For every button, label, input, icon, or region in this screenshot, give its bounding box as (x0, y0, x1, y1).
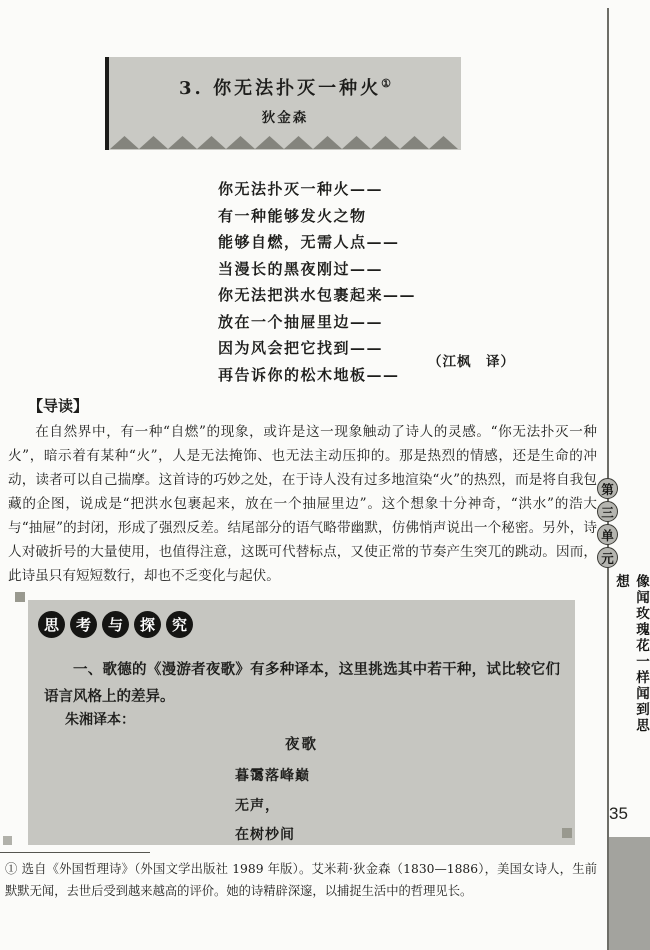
corner-square (3, 836, 12, 845)
page-edge-block (609, 837, 650, 950)
activity-header (38, 611, 193, 638)
activity-header-badge: 究 (166, 611, 193, 638)
page-number: 35 (609, 804, 628, 823)
lesson-title-text: 3. 你无法扑灭一种火 (179, 78, 382, 99)
unit-badge: 元 (597, 547, 618, 568)
sub-poem-line: 无声， (235, 797, 280, 814)
poem-text (218, 176, 416, 388)
sub-poem-line: 在树杪间 (235, 827, 295, 843)
intro-body: 在自然界中，有一种“自燃”的现象，或许是这一现象触动了诗人的灵感。“你无法扑灭一种火”，暗示着有某种“火”，人是无法掩饰、也无法主动压抑的。那是热烈的情感，还是生命的冲动，读者可以自己揣摩。这首诗的巧妙之处，在于诗人没有过多地渲染“火”的热烈，而是将自我包藏的企图，说成是“把洪水包裹起来，放在一个抽屉里边”。这个想象十分神奇，“洪水”的浩大与“抽屉”的封闭，形成了强烈反差。结尾部分的语气略带幽默，仿佛悄声说出一个秘密。另外，诗人对破折号的大量使用，也值得注意，这既可代替标点，又使正常的节奏产生突兀的跳动。因而，此诗虽只有短短数行，却也不乏变化与起伏。 (8, 424, 597, 584)
unit-badge: 第 (597, 478, 618, 499)
footnote-divider (0, 852, 150, 853)
unit-slogan: 像闻玫瑰花一样闻到思想 (613, 574, 649, 734)
lesson-header-box (105, 57, 461, 150)
poem-line: 再告诉你的松木地板—— (218, 365, 400, 384)
poem-line: 因为风会把它找到—— (218, 339, 384, 357)
activity-question: 一、歌德的《漫游者夜歌》有多种译本，这里挑选其中若干种，试比较它们语言风格上的差异。 (44, 661, 560, 705)
sub-poem-text (235, 762, 310, 851)
translation-version-label: 朱湘译本： (65, 712, 135, 728)
translator-credit: （江枫 译） (428, 354, 515, 370)
poem-line: 有一种能够发火之物 (218, 206, 367, 225)
activity-header-badge: 与 (102, 611, 129, 638)
sub-poem-line: 暮霭落峰巅 (235, 768, 310, 784)
lesson-author: 狄金森 (261, 110, 309, 126)
lesson-title (109, 74, 461, 100)
poem-line: 当漫长的黑夜刚过—— (218, 259, 384, 278)
zigzag-border (110, 136, 458, 149)
corner-square (15, 592, 25, 602)
poem-line: 你无法扑灭一种火—— (218, 180, 384, 198)
poem-line: 你无法把洪水包裹起来—— (218, 286, 417, 304)
poem-line: 能够自燃，无需人点—— (218, 233, 400, 251)
poem-line: 放在一个抽屉里边—— (218, 312, 384, 331)
activity-header-badge: 思 (38, 611, 65, 638)
activity-header-badge: 考 (70, 611, 97, 638)
activity-header-badge: 探 (134, 611, 161, 638)
intro-heading: 【导读】 (28, 397, 89, 415)
footnote-ref-mark: ① (381, 77, 391, 90)
activity-panel (28, 600, 575, 845)
sub-poem-title: 夜歌 (285, 736, 318, 753)
corner-square (562, 828, 572, 838)
footnote-text: ① 选自《外国哲理诗》（外国文学出版社 1989 年版）。艾米莉·狄金森（1830—1886），美国女诗人，生前默默无闻，去世后受到越来越高的评价。她的诗精辟深邃，以捕捉生活中的哲理见长。 (5, 862, 597, 898)
unit-badge: 单 (597, 524, 618, 545)
unit-badge: 三 (597, 501, 618, 522)
